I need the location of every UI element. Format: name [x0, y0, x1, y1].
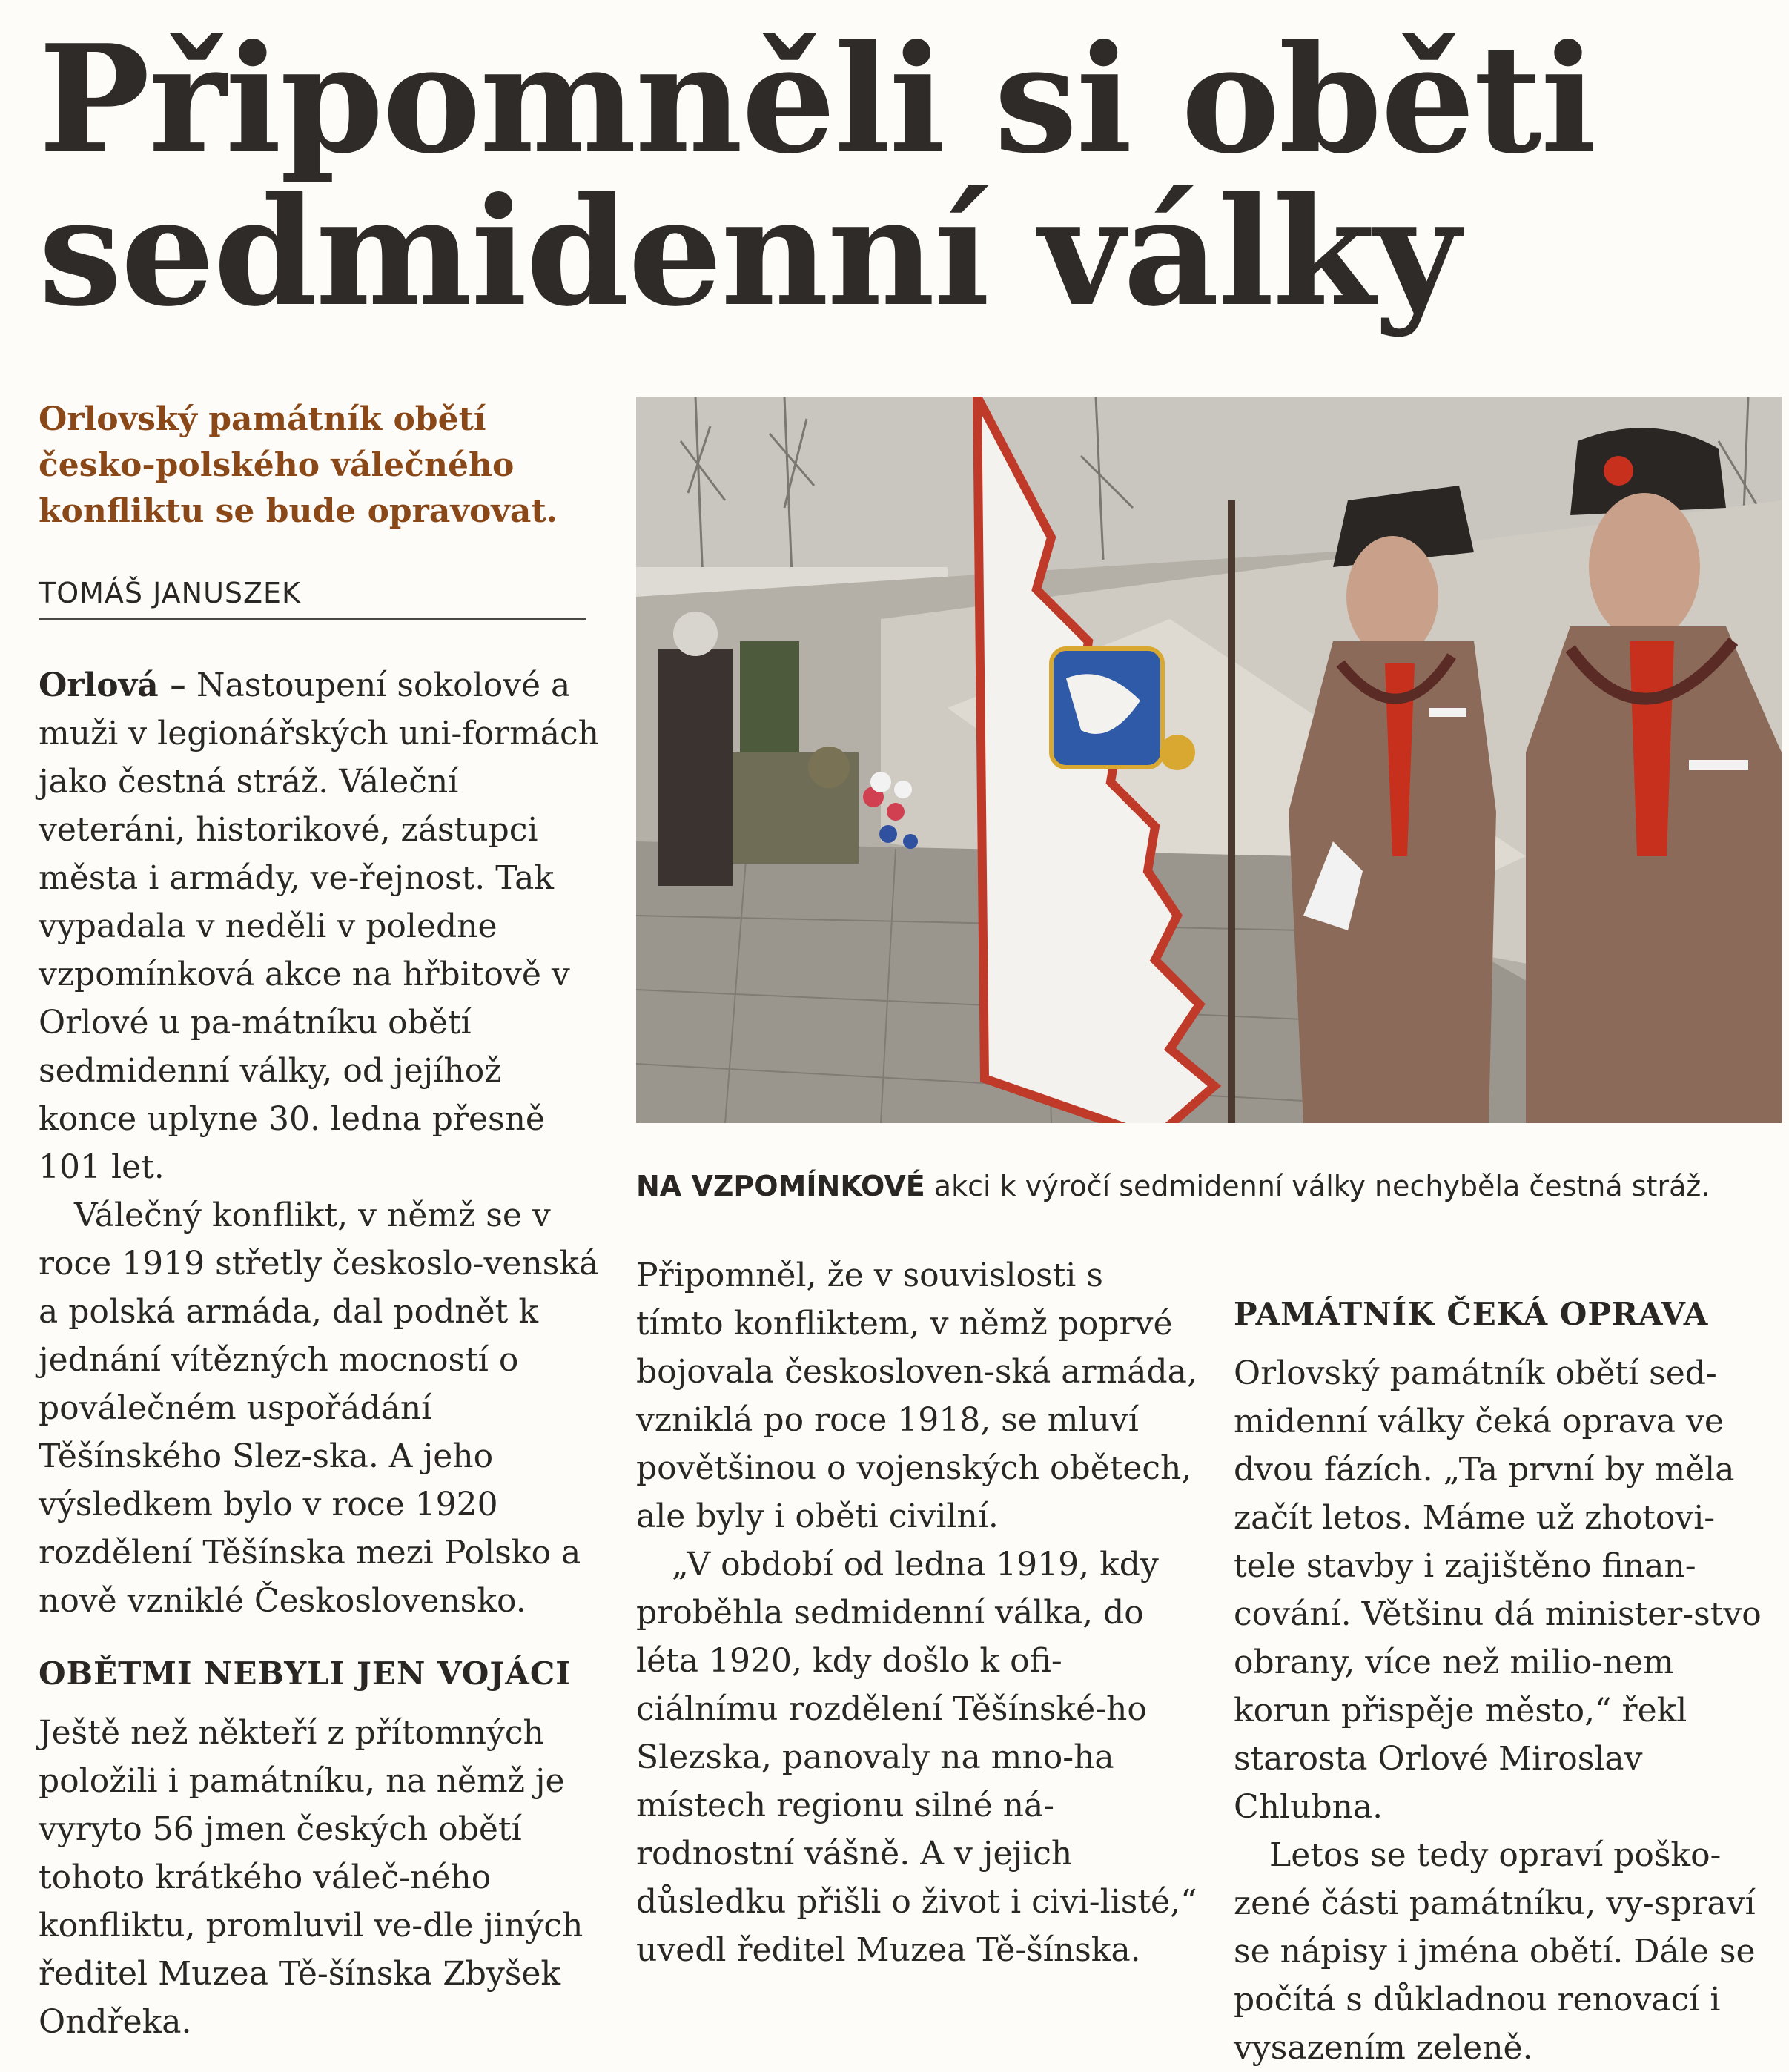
lead-paragraph — [39, 397, 602, 534]
paragraph-6: Orlovský památník obětí sed-midenní války čeká oprava ve dvou fázích. „Ta první by měla začít letos. Máme už zhotovi-tele stavby i zajištěno finan-cování. Většinu dá minister-stvo obrany, více než milio-nem korun přispěje město,“ řekl starosta Orlové Miroslav Chlubna. — [1234, 1354, 1762, 1826]
column-3 — [1234, 1349, 1767, 2072]
paragraph-1 — [39, 661, 602, 1191]
caption-lead: NA VZPOMÍNKOVÉ — [636, 1170, 925, 1202]
subhead-1-block — [39, 1649, 602, 1698]
subhead-1: OBĚTMI NEBYLI JEN VOJÁCI — [39, 1655, 571, 1692]
subhead-2-block — [1234, 1290, 1767, 1338]
headline — [39, 13, 1773, 340]
headline-line-1: Připomněli si oběti — [39, 13, 1595, 187]
paragraph-2: Válečný konflikt, v němž se v roce 1919 střetly českoslo-venská a polská armáda, dal podnět k jednání vítězných mocností o poválečném uspořádání Těšínského Slez-ska. A jeho výsledkem bylo v roce 1920 rozdělení Těšínska mezi Polsko a nově vzniklé Československo. — [39, 1196, 599, 1620]
column-2 — [636, 1251, 1200, 1974]
paragraph-1-text: Nastoupení sokolové a muži v legionářských uni-formách jako čestná stráž. Váleční veteráni, historikové, zástupci města i armády, ve-řejnost. Tak vypadala v neděli v poledne vzpomínková akce na hřbitově v Orlové u pa-mátníku obětí sedmidenní války, od jejíhož konce uplyne 30. ledna přesně 101 let. — [39, 666, 600, 1186]
column-1-top — [39, 661, 602, 1625]
dateline: Orlová – — [39, 666, 186, 704]
photo-caption — [636, 1168, 1782, 1205]
paragraph-7: Letos se tedy opraví poško-zené části památníku, vy-spraví se nápisy i jména obětí. Dále se počítá s důkladnou renovací i vysazením zeleně. — [1234, 1836, 1756, 2067]
lead-line-1: Orlovský památník obětí — [39, 400, 486, 438]
subhead-2: PAMÁTNÍK ČEKÁ OPRAVA — [1234, 1296, 1709, 1332]
lead-line-3: konfliktu se bude opravovat. — [39, 492, 558, 530]
byline: TOMÁŠ JANUSZEK — [39, 577, 586, 620]
honor-guard-photo — [636, 397, 1782, 1123]
paragraph-4: Připomněl, že v souvislosti s tímto konfliktem, v němž poprvé bojovala českosloven-ská armáda, vzniklá po roce 1918, se mluví povětšinou o vojenských obětech, ale byly i oběti civilní. — [636, 1257, 1197, 1535]
caption-text: akci k výročí sedmidenní války nechyběla čestná stráž. — [925, 1170, 1710, 1202]
headline-line-2: sedmidenní války — [39, 165, 1459, 340]
column-1-bottom — [39, 1709, 602, 2046]
article-photo — [636, 397, 1782, 1123]
lead-line-2: česko-polského válečného — [39, 446, 515, 484]
paragraph-3: Ještě než někteří z přítomných položili i památníku, na němž je vyryto 56 jmen českých obětí tohoto krátkého váleč-ného konfliktu, promluvil ve-dle jiných ředitel Muzea Tě-šínska Zbyšek Ondřeka. — [39, 1714, 583, 2041]
paragraph-5: „V období od ledna 1919, kdy proběhla sedmidenní válka, do léta 1920, kdy došlo k ofi-ciálnímu rozdělení Těšínské-ho Slezska, panovaly na mno-ha místech regionu silné ná-rodnostní vášně. A v jejich důsledku přišli o život i civi-listé,“ uvedl ředitel Muzea Tě-šínska. — [636, 1546, 1197, 1969]
